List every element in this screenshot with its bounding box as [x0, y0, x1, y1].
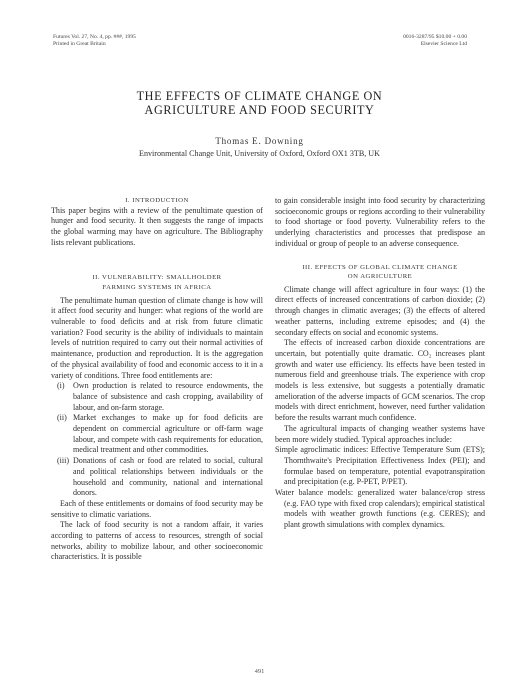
journal-citation: Futures Vol. 27, No. 4, pp. ###, 1995	[53, 34, 136, 40]
title-line-2: AGRICULTURE AND FOOD SECURITY	[144, 102, 375, 117]
heading-line-1: II. VULNERABILITY: SMALLHOLDER	[92, 274, 222, 282]
entitlement-item	[57, 413, 263, 456]
author-name: Thomas E. Downing	[215, 136, 304, 146]
title-line-1: THE EFFECTS OF CLIMATE CHANGE ON	[136, 89, 383, 103]
publisher-name: Elsevier Science Ltd	[420, 41, 467, 48]
printed-in: Printed in Great Britain	[53, 41, 106, 48]
vulnerability-paragraph-3: The lack of food security is not a random affair, it varies according to patterns of access to resources, strength of social networks, ability to mobilize labour, and other socioeconomic characteristics. It is possible	[51, 520, 263, 562]
author-affiliation: Environmental Change Unit, University of Oxford, Oxford OX1 3TB, UK	[139, 149, 380, 158]
list-text: Market exchanges to make up for food deficits are dependent on commercial agriculture or off-farm wage labour, and compete with cash requirements for education, medical treatment and other commodities.	[73, 413, 263, 455]
list-text: Donations of cash or food are related to social, cultural and political relationships between individuals or the household and community, national and international donors.	[73, 456, 263, 498]
issn-price: 0016-3287/95 $10.00 + 0.00	[403, 34, 467, 40]
effects-paragraph-3: The agricultural impacts of changing weather systems have been more widely studied. Typical approaches include:	[275, 423, 485, 444]
entitlement-item	[57, 381, 263, 413]
entitlement-item	[57, 456, 263, 499]
list-marker: (iii)	[57, 456, 70, 466]
approach-item: Simple agroclimatic indices: Effective Temperature Sum (ETS); Thornthwaite's Precipitation Effectiveness Index (PEI); and formulae based on temperature, potential evapotranspiration and precipitation (e.g. P-PET, P/PET).	[275, 445, 485, 487]
section-heading-vulnerability	[51, 273, 263, 292]
heading-line-1: III. EFFECTS OF GLOBAL CLIMATE CHANGE	[302, 263, 458, 271]
section-heading-introduction: I. INTRODUCTION	[125, 197, 189, 204]
list-text: Own production is related to resource endowments, the balance of subsistence and cash cropping, availability of labour, and on-farm storage.	[73, 381, 263, 412]
right-column	[275, 196, 485, 531]
list-marker: (ii)	[57, 413, 67, 423]
left-column	[51, 196, 263, 563]
intro-paragraph: This paper begins with a review of the penultimate question of hunger and food security. It then suggests the range of impacts the global warming may have on agriculture. The Bibliography lists relevant publications.	[51, 205, 263, 247]
effects-paragraph-1: Climate change will affect agriculture in four ways: (1) the direct effects of increased concentrations of carbon dioxide; (2) through changes in climatic averages; (3) the effects of altered weather patterns, including extreme episodes; and (4) the secondary effects on social and economic systems.	[275, 284, 485, 337]
running-head-publisher	[403, 34, 467, 48]
vulnerability-paragraph-continued: to gain considerable insight into food security by characterizing socioeconomic groups or regions according to their vulnerability to food shortage or food poverty. Vulnerability refers to the underlying characteristics and processes that predispose an individual or group of people to an adverse consequence.	[275, 196, 485, 248]
vulnerability-paragraph-1: The penultimate human question of climate change is how will it affect food security and hunger: what regions of the world are vulnerable to food deficits and at risk from future climatic variation? Food security is the ability of individuals to maintain levels of nutrition required to carry out their normal activities of maintenance, production and reproduction. It is the aggregation of the physical availability of food and economic access to it in a variety of conditions. Three food entitlements are:	[51, 295, 263, 380]
running-head-journal	[53, 34, 136, 48]
approach-item: Water balance models: generalized water balance/crop stress (e.g. FAO type with fixed crop calendars); empirical statistical models with weather growth functions (e.g. CERES); and plant growth simulations with complex dynamics.	[275, 488, 485, 530]
effects-paragraph-2: The effects of increased carbon dioxide concentrations are uncertain, but potentially quite dramatic. CO₂ increases plant growth and water use efficiency. Its effects have been tested in numerous field and greenhouse trials. The experience with crop models is less extensive, but suggests a potentially dramatic amelioration of the adverse impacts of GCM scenarios. The crop models with direct enrichment, however, need further validation before the results warrant much confidence.	[275, 338, 485, 423]
section-heading-climate-effects	[275, 263, 485, 282]
heading-line-2: FARMING SYSTEMS IN AFRICA	[102, 284, 212, 291]
list-marker: (i)	[57, 381, 65, 391]
page-number: 491	[254, 668, 265, 675]
article-title	[40, 90, 479, 117]
heading-line-2: ON AGRICULTURE	[347, 273, 413, 281]
vulnerability-paragraph-2: Each of these entitlements or domains of food security may be sensitive to climatic variations.	[51, 498, 263, 519]
